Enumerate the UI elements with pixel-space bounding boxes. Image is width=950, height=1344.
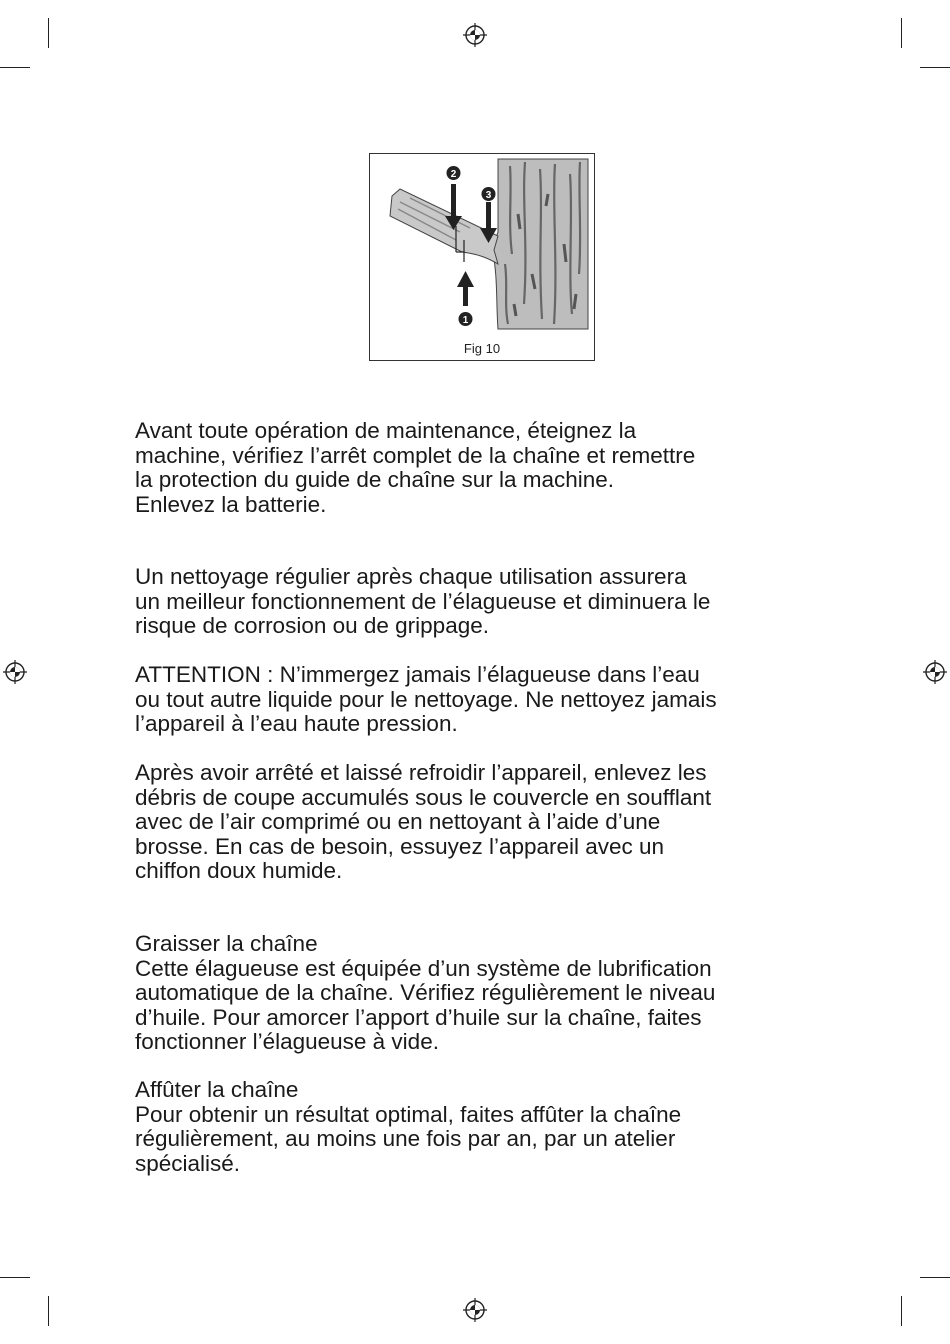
text-line: avec de l’air comprimé ou en nettoyant à l’aide d’une bbox=[135, 809, 661, 834]
paragraph-debris-cleaning bbox=[135, 761, 835, 884]
paragraph-regular-cleaning bbox=[135, 565, 835, 639]
tree-trunk bbox=[492, 159, 588, 329]
paragraph-grease-chain bbox=[135, 932, 835, 1055]
text-line: l’appareil à l’eau haute pression. bbox=[135, 711, 458, 736]
text-line: fonctionner l’élagueuse à vide. bbox=[135, 1029, 439, 1054]
paragraph-attention bbox=[135, 663, 835, 737]
figure-caption: Fig 10 bbox=[463, 341, 501, 356]
text-line: chiffon doux humide. bbox=[135, 858, 343, 883]
text-line: ou tout autre liquide pour le nettoyage. Ne nettoyez jamais bbox=[135, 686, 717, 712]
arrow-1-icon bbox=[457, 271, 474, 326]
text-line: Enlevez la batterie. bbox=[135, 491, 327, 517]
branch bbox=[390, 189, 498, 264]
text-line: Un nettoyage régulier après chaque utilisation assurera bbox=[135, 564, 687, 589]
text-line: d’huile. Pour amorcer l’apport d’huile sur la chaîne, faites bbox=[135, 1004, 702, 1030]
text-line: brosse. En cas de besoin, essuyez l’appareil avec un bbox=[135, 833, 665, 859]
text-line: débris de coupe accumulés sous le couvercle en soufflant bbox=[135, 784, 712, 810]
text-line: machine, vérifiez l’arrêt complet de la chaîne et remettre bbox=[135, 442, 696, 468]
crop-mark-bottom-right-horizontal bbox=[920, 1277, 950, 1278]
marker-1-label: 1 bbox=[462, 315, 469, 326]
crop-mark-top-left-vertical bbox=[48, 18, 49, 48]
section-heading: Graisser la chaîne bbox=[135, 931, 318, 956]
text-line: ATTENTION : N’immergez jamais l’élagueuse dans l’eau bbox=[135, 662, 700, 687]
figure-10 bbox=[369, 153, 595, 361]
text-line: automatique de la chaîne. Vérifiez régulièrement le niveau bbox=[135, 980, 716, 1005]
registration-mark-right-icon bbox=[923, 660, 947, 684]
registration-mark-bottom-icon bbox=[463, 1298, 487, 1322]
registration-mark-left-icon bbox=[3, 660, 27, 684]
crop-mark-bottom-right-vertical bbox=[901, 1296, 902, 1326]
section-heading: Affûter la chaîne bbox=[135, 1077, 299, 1102]
text-line: régulièrement, au moins une fois par an, par un atelier bbox=[135, 1126, 676, 1151]
crop-mark-top-right-horizontal bbox=[920, 67, 950, 68]
marker-2-label: 2 bbox=[450, 169, 457, 180]
text-line: un meilleur fonctionnement de l’élagueuse et diminuera le bbox=[135, 588, 711, 614]
crop-mark-bottom-left-vertical bbox=[48, 1296, 49, 1326]
text-line: spécialisé. bbox=[135, 1150, 241, 1176]
text-line: Pour obtenir un résultat optimal, faites affûter la chaîne bbox=[135, 1101, 682, 1127]
paragraph-maintenance-safety bbox=[135, 419, 835, 517]
text-line: la protection du guide de chaîne sur la machine. bbox=[135, 467, 615, 492]
crop-mark-top-right-vertical bbox=[901, 18, 902, 48]
text-line: Avant toute opération de maintenance, éteignez la bbox=[135, 418, 637, 443]
crop-mark-top-left-horizontal bbox=[0, 67, 30, 68]
paragraph-sharpen-chain bbox=[135, 1078, 835, 1176]
text-line: Après avoir arrêté et laissé refroidir l’appareil, enlevez les bbox=[135, 760, 707, 785]
registration-mark-top-icon bbox=[463, 23, 487, 47]
text-line: Cette élagueuse est équipée d’un système de lubrification bbox=[135, 955, 712, 981]
branch-cutting-diagram bbox=[370, 154, 594, 360]
text-line: risque de corrosion ou de grippage. bbox=[135, 613, 489, 638]
crop-mark-bottom-left-horizontal bbox=[0, 1277, 30, 1278]
marker-3-label: 3 bbox=[485, 190, 492, 201]
